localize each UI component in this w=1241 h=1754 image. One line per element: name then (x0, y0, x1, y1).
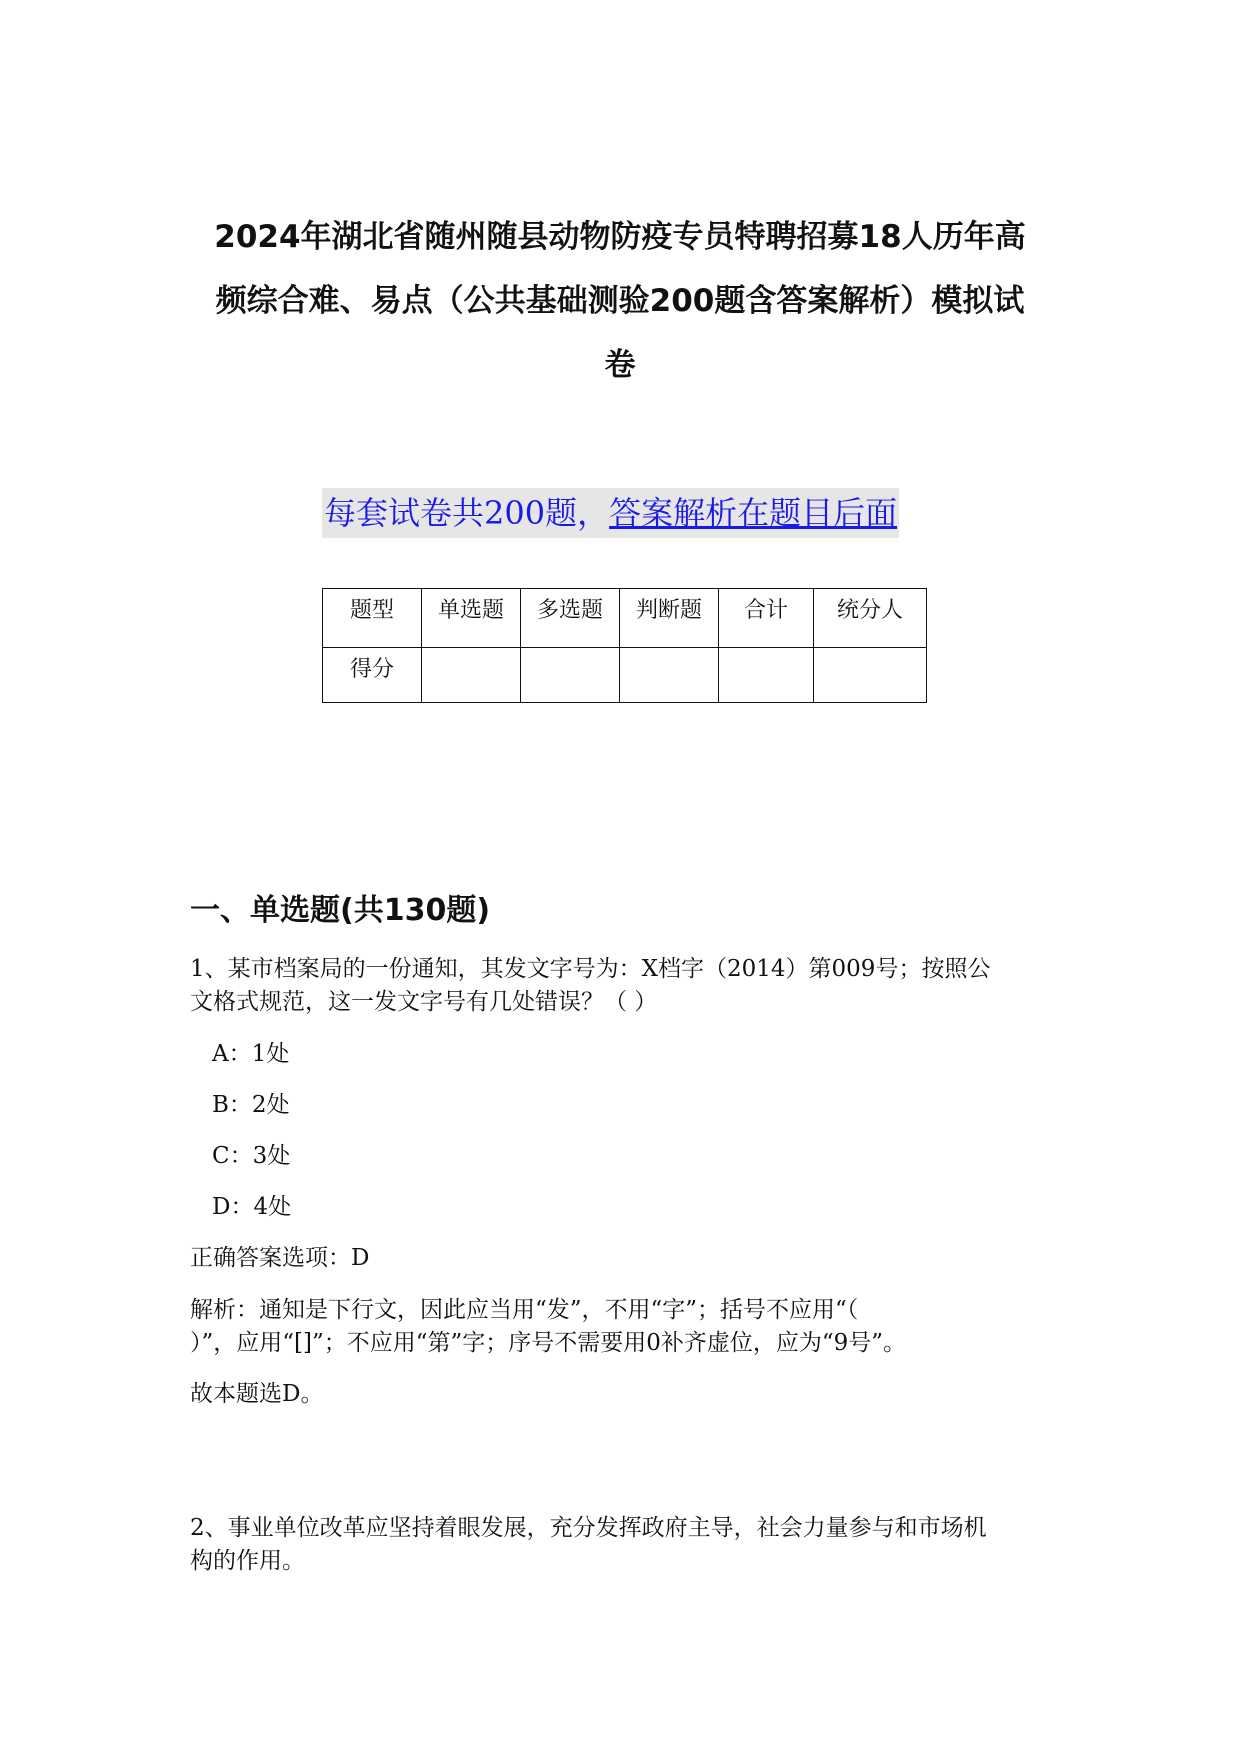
question-1-option-a: A：1处 (212, 1041, 290, 1067)
question-2-stem-line-1: 2、事业单位改革应坚持着眼发展，充分发挥政府主导，社会力量参与和市场机 (190, 1515, 987, 1541)
question-1-stem-line-1: 1、某市档案局的一份通知，其发文字号为：X档字（2014）第009号；按照公 (190, 956, 991, 982)
score-cell-multiple[interactable] (521, 648, 620, 703)
header-single: 单选题 (422, 589, 521, 648)
section-heading: 一、单选题(共130题) (190, 893, 491, 928)
question-1-analysis-line-2: ）”，应用“[]”；不应用“第”字；序号不需要用0补齐虚位，应为“9号”。 (190, 1330, 907, 1356)
score-table-header-row (323, 589, 927, 648)
question-2-stem (190, 1512, 1060, 1578)
header-type: 题型 (323, 589, 422, 648)
title-line-1: 2024年湖北省随州随县动物防疫专员特聘招募18人历年高 (214, 219, 1026, 255)
header-scorer: 统分人 (814, 589, 927, 648)
row-label-score: 得分 (323, 648, 422, 703)
score-cell-scorer[interactable] (814, 648, 927, 703)
question-1-option-d: D：4处 (212, 1194, 292, 1220)
question-1-answer: 正确答案选项：D (190, 1245, 370, 1271)
title-line-3: 卷 (604, 347, 636, 383)
notice-text: 每套试卷共200题， (324, 494, 610, 532)
question-1-analysis (190, 1294, 1060, 1360)
score-cell-judgement[interactable] (620, 648, 719, 703)
score-cell-single[interactable] (422, 648, 521, 703)
title-line-2: 频综合难、易点（公共基础测验200题含答案解析）模拟试 (215, 283, 1025, 319)
document-title (180, 205, 1060, 397)
question-1-stem (190, 953, 1060, 1019)
question-2-stem-line-2: 构的作用。 (190, 1548, 305, 1574)
question-1-analysis-line-1: 解析：通知是下行文，因此应当用“发”，不用“字”；括号不应用“（ (190, 1297, 859, 1323)
question-1-stem-line-2: 文格式规范，这一发文字号有几处错误？（ ） (190, 989, 658, 1015)
header-judgement: 判断题 (620, 589, 719, 648)
notice-banner (322, 488, 899, 538)
answer-link[interactable]: 答案解析在题目后面 (609, 494, 898, 532)
score-cell-total[interactable] (719, 648, 814, 703)
question-1-option-c: C：3处 (212, 1143, 291, 1169)
score-table-score-row (323, 648, 927, 703)
header-total: 合计 (719, 589, 814, 648)
score-table (322, 588, 927, 703)
question-1-conclusion: 故本题选D。 (190, 1381, 324, 1407)
question-1-option-b: B：2处 (212, 1092, 290, 1118)
header-multiple: 多选题 (521, 589, 620, 648)
